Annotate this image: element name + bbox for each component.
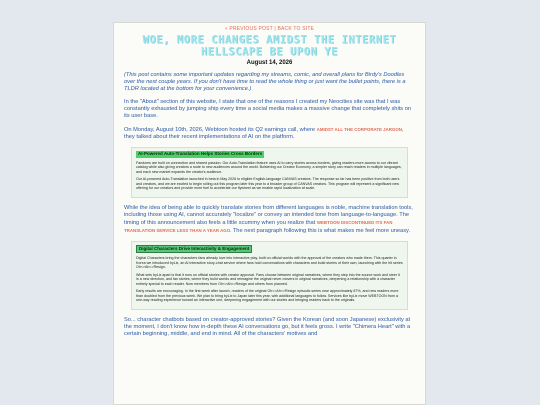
paragraph-translation-opinion: [124, 205, 415, 235]
post-title: WOE, MORE CHANGES AMIDST THE INTERNET HELLSCAPE BE UPON YE: [142, 34, 397, 58]
quote-box-paragraph: Digital Characters bring the characters fans already love into interactive play, built on official worlds with the approval of the creators who made them. This quarter in Korea we introduced byLix, an AI interactive story-chat service where fans hold conversations with characters and build stories of their own, launching with the hit series Oh<>Ah<>Resign.: [136, 256, 403, 269]
post-date: August 14, 2026: [246, 60, 293, 66]
previous-post-link[interactable]: « PREVIOUS POST: [224, 26, 273, 32]
text: On Monday, August 10th, 2026, Webtoon hosted its Q2 earnings call, where: [124, 127, 317, 133]
highlighted-text: AMIDST ALL THE CORPORATE JARGON,: [316, 127, 404, 132]
text: they talked about their recent implementations of AI on the platform.: [124, 134, 295, 140]
intro-paragraph: (This post contains some important updates regarding my streams, comic, and overall plans for Birdy's Doodles over the next couple years. If you don't have time to read the whole thing or just want the bullet points, there is a TLDR located at the bottom for your convenience.): [124, 72, 406, 92]
back-to-site-link[interactable]: BACK TO SITE: [277, 26, 315, 32]
paragraph-about: In the "About" section of this website, I state that one of the reasons I created my Neocities site was that I was constantly exhausted by jumping ship every time a social media makes a massive change that completely shits on its user base.: [124, 99, 412, 119]
quote-box-auto-translation: [131, 147, 408, 198]
paragraph-chatbots: So... character chatbots based on creator-approved stories? Given the Korean (and soon Japanese) exclusivity at the moment, I don't know how in-depth these AI conversations go, but it feels gross. I write "Chimera Heart" with a certain beginning, middle, and end in mind. All of the characters' motives and: [124, 316, 411, 337]
text: While the idea of being able to quickly translate stories from different languages is noble, machine translation tools, including those using AI, cannot accurately "localize" or convey an intended tone from language-to-language. The timing of this announcement also feels a little scummy when you realize that: [124, 204, 413, 226]
top-navigation: [124, 26, 415, 32]
quote-box-paragraph: Early results are encouraging. In the first week after launch, readers of the original Oh<>Ah<>Resign episodic series rose approximately 87%, and new readers more than doubled from the previous week. We plan to bring byLix to Japan later this year, with additional languages to follow. Services like byLix move WEBTOON from a one-way reading experience toward an interactive one, deepening engagement with our stories and bringing readers back to the originals.: [136, 289, 399, 302]
text: The next paragraph following this is what makes me feel more uneasy.: [231, 227, 411, 234]
highlighted-text: WEBTOON DISCONTINUED ITS FAN TRANSLATION SERVICE LESS THAN A YEAR AGO.: [124, 219, 393, 233]
paragraph-earnings-call: [124, 126, 415, 141]
blog-post-page: [113, 22, 426, 405]
quote-box-paragraph: What sets byLix apart is that it runs on official stories with creator approval. Fans choose between original narratives, where they step into the source work and steer it in a new direction, and fan stories, where they build worlds and reimagine the original never-movers in original narratives, deepening a relationship with a character entirely special to each reader. Now members from Oh<>Ah<>Resign and others from planned.: [136, 272, 400, 286]
nav-separator: |: [274, 26, 276, 32]
quote-box-heading: AI-Powered Auto-Translation Helps Stories Cross Borders: [138, 151, 263, 156]
quote-box-digital-characters: [131, 241, 408, 310]
quote-box-paragraph: Fandoms are built on connection and shared passion. Our Auto-Translation feature uses AI to carry stories across borders, giving readers more access to our vibrant catalog while also giving creators a route to new audiences around the world. Bolstering our Creator Economy, a simpler story can reach readers in multiple languages, and each new market expands the creator's audience.: [136, 160, 402, 174]
quote-box-paragraph: Our AI-powered Auto-Translation launched in beta in May 2026 to eligible English-language CANVAS creators. The response so far has been positive from both users and creators, and we are excited to begin rolling out this program later this year to a broader group of CANVAS creators. This program will represent a significant new offering for our creators and provide more fuel to accelerate our flywheel as we enable rapid localization at scale.: [136, 177, 400, 190]
quote-box-heading: Digital Characters Drive Interactivity & Engagement: [136, 245, 252, 254]
